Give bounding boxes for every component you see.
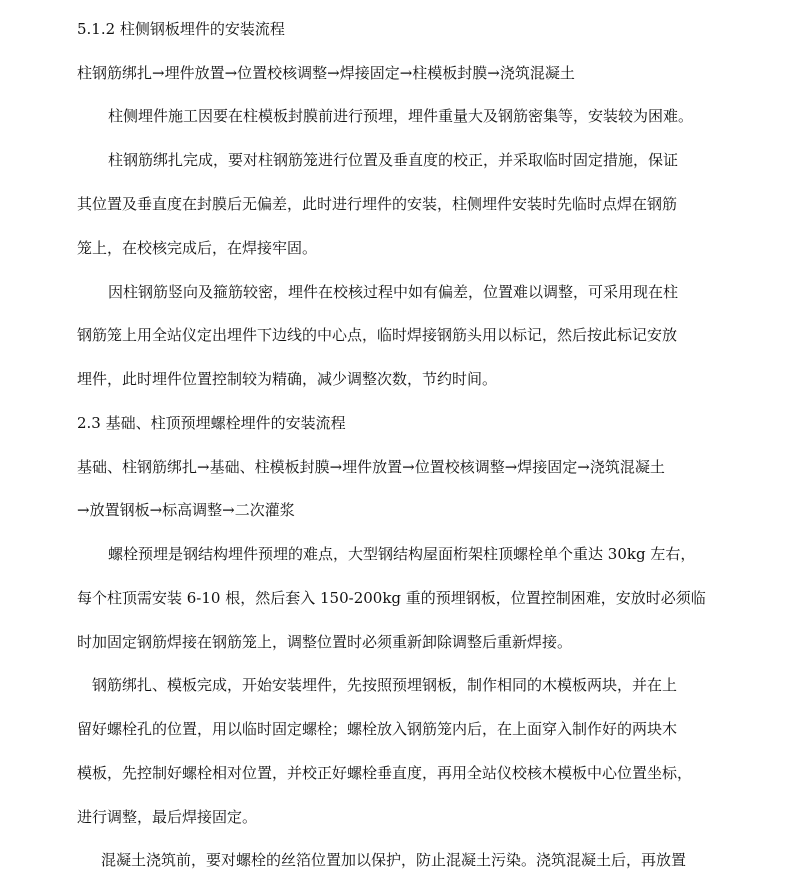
paragraph-line: 每个柱顶需安装 6-10 根，然后套入 150-200kg 重的预埋钢板，位置控制困难，安放时必须临 <box>77 589 706 607</box>
paragraph-line: 柱钢筋绑扎完成，要对柱钢筋笼进行位置及垂直度的校正，并采取临时固定措施，保证 <box>108 151 679 169</box>
paragraph-line: 其位置及垂直度在封膜后无偏差，此时进行埋件的安装，柱侧埋件安装时先临时点焊在钢筋 <box>77 195 678 213</box>
paragraph-line: 埋件，此时埋件位置控制较为精确，减少调整次数，节约时间。 <box>77 370 498 388</box>
paragraph-line: 因柱钢筋竖向及箍筋较密，埋件在校核过程中如有偏差，位置难以调整，可采用现在柱 <box>108 283 679 301</box>
paragraph-line: 进行调整，最后焊接固定。 <box>77 808 258 826</box>
paragraph-line: 钢筋绑扎、模板完成，开始安装埋件，先按照预埋钢板，制作相同的木模板两块，并在上 <box>92 676 678 694</box>
paragraph-line: 螺栓预埋是钢结构埋件预埋的难点，大型钢结构屋面桁架柱顶螺栓单个重达 30kg 左右， <box>108 545 696 563</box>
paragraph-line: 笼上，在校核完成后，在焊接牢固。 <box>77 239 318 257</box>
process-flow-line: 基础、柱钢筋绑扎→基础、柱模板封膜→埋件放置→位置校核调整→焊接固定→浇筑混凝土 <box>77 458 665 476</box>
process-flow-line: →放置钢板→标高调整→二次灌浆 <box>77 501 295 519</box>
section-heading: 2.3 基础、柱顶预埋螺栓埋件的安装流程 <box>77 414 346 432</box>
paragraph-line: 时加固定钢筋焊接在钢筋笼上，调整位置时必须重新卸除调整后重新焊接。 <box>77 633 573 651</box>
paragraph-line: 留好螺栓孔的位置，用以临时固定螺栓；螺栓放入钢筋笼内后，在上面穿入制作好的两块木 <box>77 720 678 738</box>
paragraph-line: 柱侧埋件施工因要在柱模板封膜前进行预埋，埋件重量大及钢筋密集等，安装较为困难。 <box>108 107 694 125</box>
paragraph-line: 模板，先控制好螺栓相对位置，并校正好螺栓垂直度，再用全站仪校核木模板中心位置坐标， <box>77 764 693 782</box>
paragraph-line: 钢筋笼上用全站仪定出埋件下边线的中心点，临时焊接钢筋头用以标记，然后按此标记安放 <box>77 326 678 344</box>
paragraph-line: 混凝土浇筑前，要对螺栓的丝箔位置加以保护，防止混凝土污染。浇筑混凝土后，再放置 <box>101 851 687 869</box>
process-flow-line: 柱钢筋绑扎→埋件放置→位置校核调整→焊接固定→柱模板封膜→浇筑混凝土 <box>77 64 575 82</box>
section-heading: 5.1.2 柱侧钢板埋件的安装流程 <box>77 20 285 38</box>
